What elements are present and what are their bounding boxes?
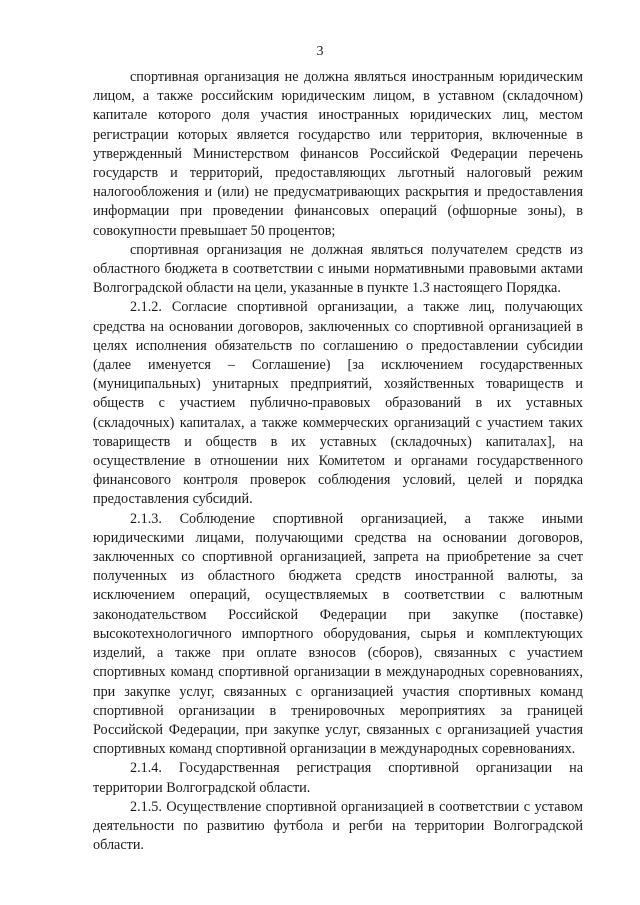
paragraph-2-1-5: 2.1.5. Осуществление спортивной организацией в соответствии с уставом деятельности по развитию футбола и регби на территории Волгоградской области.: [93, 798, 583, 854]
paragraph-no-other-funding: спортивная организация не должная являться получателем средств из областного бюджета в соответствии с иными нормативными правовыми актами Волгоградской области на цели, указанные в пункте 1.3 настоящего Порядка.: [93, 241, 583, 297]
paragraph-2-1-4: 2.1.4. Государственная регистрация спортивной организации на территории Волгоградской области.: [93, 760, 583, 796]
paragraph-2-1-3: 2.1.3. Соблюдение спортивной организацией, а также иными юридическими лицами, получающими средства на основании договоров, заключенных со спортивной организацией, запрета на приобретение за счет полученных из областного бюджета средств иностранной валюты, за исключением операций, осуществляемых в соответствии с валютным законодательством Российской Федерации при закупке (поставке) высокотехнологичного импортного оборудования, сырья и комплектующих изделий, а также при оплате взносов (сборов), связанных с участием спортивных команд спортивной организации в международных соревнованиях, при закупке услуг, связанных с организацией участия спортивных команд спортивной организации в тренировочных мероприятиях за границей Российской Федерации, при закупке услуг, связанных с организацией участия спортивных команд спортивной организации в международных соревнованиях.: [93, 510, 583, 758]
paragraph-offshore-requirement: спортивная организация не должна являться иностранным юридическим лицом, а также российским юридическим лицом, в уставном (складочном) капитале которого доля участия иностранных юридических лиц, местом регистрации которых является государство или территория, включенные в утвержденный Министерством финансов Российской Федерации перечень государств и территорий, предоставляющих льготный налоговый режим налогообложения и (или) не предусматривающих раскрытия и предоставления информации при проведении финансовых операций (офшорные зоны), в совокупности превышает 50 процентов;: [93, 69, 583, 239]
document-body: [93, 68, 583, 855]
paragraph-2-1-2: 2.1.2. Согласие спортивной организации, а также лиц, получающих средства на основании договоров, заключенных со спортивной организацией в целях исполнения обязательств по соглашению о предоставлении субсидии (далее именуется – Соглашение) [за исключением государственных (муниципальных) унитарных предприятий, хозяйственных товариществ и обществ с участием публично-правовых образований в их уставных (складочных) капиталах, а также коммерческих организаций с участием таких товариществ и обществ в их уставных (складочных) капиталах], на осуществление в отношении них Комитетом и органами государственного финансового контроля проверок соблюдения условий, целей и порядка предоставления субсидий.: [93, 299, 583, 508]
page-number: 3: [316, 44, 324, 59]
